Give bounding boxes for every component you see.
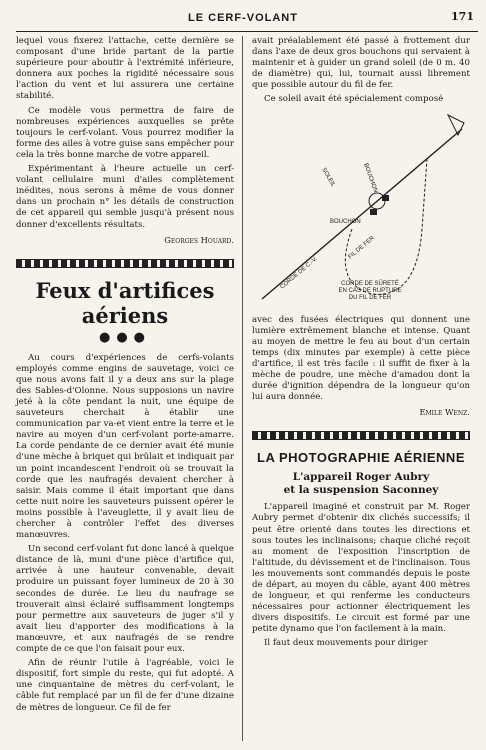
header-rule bbox=[16, 31, 478, 32]
paragraph: avait préalablement été passé à frottement dur dans l'axe de deux gros bouchons qui servaient à maintenir et à guider un grand soleil (de 0 m. 40 de diamètre) qui, lui, tournait aussi librement que possible autour du fil de fer. bbox=[252, 36, 470, 91]
page-header bbox=[0, 10, 486, 30]
kite-firework-diagram bbox=[252, 109, 470, 309]
title-dots: ●●● bbox=[98, 329, 152, 345]
paragraph: avec des fusées électriques qui donnent une lumière extrêmement blanche et intense. Quant au moyen de mettre le feu au bout d'un certain temps (dix minutes par exemple) à cette pièce d'artifice, il est très facile : il suffit de fixer à la mèche de poudre, une mèche d'amadou dont la durée d'ignition dépendra de la longueur qu'on lui aura donnée. bbox=[252, 314, 470, 403]
author-signature: Emile Wenz. bbox=[419, 407, 470, 418]
subtitle-line: et la suspension Saconney bbox=[283, 484, 439, 497]
column-divider bbox=[242, 36, 243, 741]
ornament-divider bbox=[252, 431, 470, 440]
paragraph: Au cours d'expériences de cerfs-volants employés comme engins de sauvetage, voici ce que nous avons fait il y a deux ans sur la plage des Sables-d'Olonne. Nous supposions un navire jeté à la côte pendant la nuit, une équipe de sauveteurs cherchait à établir une communication par va-et vient entre la terre et le navire au moyen d'un cerf-volant porte-amarre. La corde pendante de ce dernier avait été munie d'une mèche à briquet qui brûlait et indiquait par un point incandescent l'endroit où se trouvait la corde que les naufragés devaient chercher à saisir. Mais comme il était important que dans cette nuit noire les sauveteurs puissent opérer le moins possible à l'aveuglette, il y avait lieu de chercher à contrôler l'effet des diverses manœuvres. bbox=[16, 352, 234, 541]
label-corde-surete-2: EN CAS DE RUPTURE bbox=[338, 287, 402, 294]
bouchon-top bbox=[370, 209, 377, 215]
paragraph: Un second cerf-volant fut donc lancé à quelque distance de là, muni d'une pièce d'artifice qui, arrivée à une hauteur convenable, devait produire un puissant foyer lumineux de 20 à 30 secondes de durée. Le lieu du naufrage se trouverait ainsi éclairé suffisamment longtemps pour permettre aux sauveteurs de juger s'il y avait lieu d'apporter des modifications à la manœuvre, et aux naufragés de se rendre compte de ce que l'on faisait pour eux. bbox=[16, 544, 234, 655]
wire-line bbox=[262, 129, 462, 299]
article-title: Feux d'artifices aériens bbox=[35, 277, 215, 328]
paragraph: Ce modèle vous permettra de faire de nombreuses expériences auxquelles se prête toujours le cerf-volant. Vous pourrez modifier la forme des ailes à votre guise sans empêcher pour cela la très bonne marche de votre appareil. bbox=[16, 105, 234, 160]
ornament-divider bbox=[16, 259, 234, 268]
journal-title: LE CERF-VOLANT bbox=[188, 12, 298, 24]
paragraph: L'appareil imaginé et construit par M. Roger Aubry permet d'obtenir dix clichés successifs; il peut être orienté dans toutes les directions et sous toutes les inclinaisons; chaque cliché reçoit au moment de l'exposition l'inscription de l'altitude, du dévissement et de l'inclinaison. Tous les mouvements sont commandés depuis le poste de départ, au moyen du câble, ayant 400 mètres de longueur, et qui renferme les conducteurs nécessaires pour actionner électriquement les divers dispositifs. Le circuit est formé par une petite dynamo que l'on facilement à la main. bbox=[252, 502, 470, 635]
label-corde-surete-3: DU FIL DE FER bbox=[348, 294, 392, 301]
paragraph: lequel vous fixerez l'attache, cette dernière se composant d'une bride partant de la partie supérieure pour aboutir à l'extrémité inférieure, donnera aux poches la rigidité nécessaire sous l'action du vent et lui assurera une certaine stabilité. bbox=[16, 36, 234, 102]
label-corde-surete-1: CORDE DE SÛRETÉ bbox=[341, 280, 399, 287]
paragraph: Expérimentant à l'heure actuelle un cerf-volant cellulaire muni d'ailes complètement inédites, nous serons à même de vous donner dans un prochain n° les détails de construction de cet appareil qui semble jusqu'à présent nous donner d'excellents résultats. bbox=[16, 164, 234, 230]
label-bouchon-top: BOUCHON bbox=[362, 162, 379, 194]
kite-shape bbox=[448, 115, 464, 135]
paragraph: Il faut deux mouvements pour diriger bbox=[264, 638, 428, 649]
label-soleil: SOLEIL bbox=[320, 166, 336, 188]
label-fil-de-fer: FIL DE FER bbox=[347, 234, 376, 261]
label-bouchon-bottom: BOUCHON bbox=[330, 218, 361, 225]
author-signature: Georges Houard. bbox=[164, 234, 234, 245]
safety-cord bbox=[345, 159, 427, 294]
left-column bbox=[16, 36, 234, 717]
paragraph: Ce soleil avait été spécialement composé bbox=[264, 94, 444, 105]
right-column bbox=[252, 36, 470, 653]
section-title: LA PHOTOGRAPHIE AÉRIENNE bbox=[257, 450, 465, 466]
subtitle-line: L'appareil Roger Aubry bbox=[292, 471, 430, 484]
paragraph: Afin de réunir l'utile à l'agréable, voici le dispositif, fort simple du reste, qui fut adopté. A une cinquantaine de mètres du cerf-volant, le câble fut remplacé par un fil de fer d'une dizaine de mètres de longueur. Ce fil de fer bbox=[16, 658, 234, 713]
bouchon-bottom bbox=[382, 195, 389, 201]
label-corde: CORDE DE C.-V. bbox=[279, 255, 319, 291]
page-number: 171 bbox=[451, 10, 474, 23]
